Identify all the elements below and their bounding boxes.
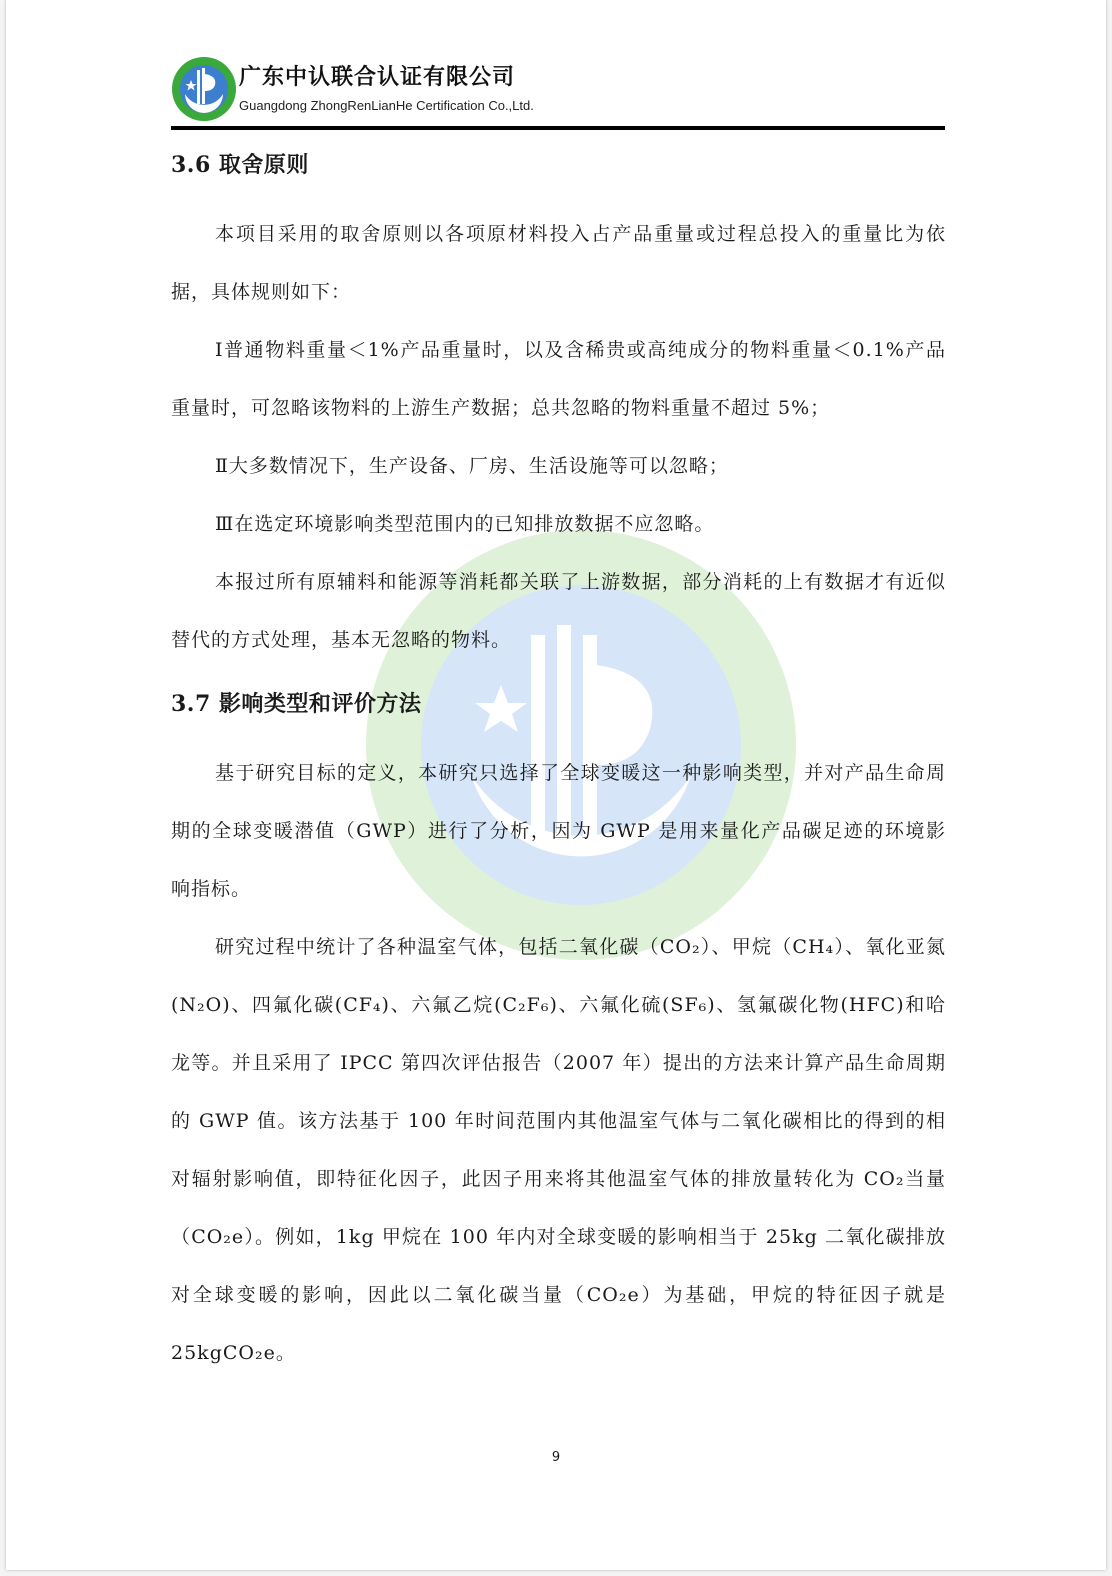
paragraph: 本项目采用的取舍原则以各项原材料投入占产品重量或过程总投入的重量比为依据，具体规则如下： [171, 223, 946, 303]
document-header [171, 54, 945, 134]
page-number: 9 [551, 1450, 561, 1465]
section-heading-3-7: 3.7 影响类型和评价方法 [171, 691, 422, 717]
company-name-cn: 广东中认联合认证有限公司 [239, 65, 516, 90]
paragraph: 本报过所有原辅料和能源等消耗都关联了上游数据，部分消耗的上有数据才有近似替代的方式处理，基本无忽略的物料。 [171, 571, 946, 651]
company-logo-icon [171, 56, 237, 122]
document-page [6, 0, 1106, 1570]
document-body [171, 138, 946, 1382]
rule-item-2: Ⅱ大多数情况下，生产设备、厂房、生活设施等可以忽略； [215, 455, 729, 477]
rule-item-1: Ⅰ普通物料重量＜1%产品重量时，以及含稀贵或高纯成分的物料重量＜0.1%产品重量时，可忽略该物料的上游生产数据；总共忽略的物料重量不超过 5%； [171, 339, 946, 419]
company-name-en: Guangdong ZhongRenLianHe Certification Co.,Ltd. [239, 98, 534, 113]
header-divider [171, 126, 945, 130]
section-heading-3-6: 3.6 取舍原则 [171, 152, 309, 178]
rule-item-3: Ⅲ在选定环境影响类型范围内的已知排放数据不应忽略。 [215, 513, 715, 535]
paragraph: 研究过程中统计了各种温室气体，包括二氧化碳（CO₂）、甲烷（CH₄）、氧化亚氮(N₂O)、四氟化碳(CF₄)、六氟乙烷(C₂F₆)、六氟化硫(SF₆)、氢氟碳化物(HFC)和哈龙等。并且采用了 IPCC 第四次评估报告（2007 年）提出的方法来计算产品生命周期的 GWP 值。该方法基于 100 年时间范围内其他温室气体与二氧化碳相比的得到的相对辐射影响值，即特征化因子，此因子用来将其他温室气体的排放量转化为 CO₂当量（CO₂e）。例如，1kg 甲烷在 100 年内对全球变暖的影响相当于 25kg 二氧化碳排放对全球变暖的影响，因此以二氧化碳当量（CO₂e）为基础，甲烷的特征因子就是 25kgCO₂e。 [171, 936, 946, 1364]
paragraph: 基于研究目标的定义，本研究只选择了全球变暖这一种影响类型，并对产品生命周期的全球变暖潜值（GWP）进行了分析，因为 GWP 是用来量化产品碳足迹的环境影响指标。 [171, 762, 946, 900]
